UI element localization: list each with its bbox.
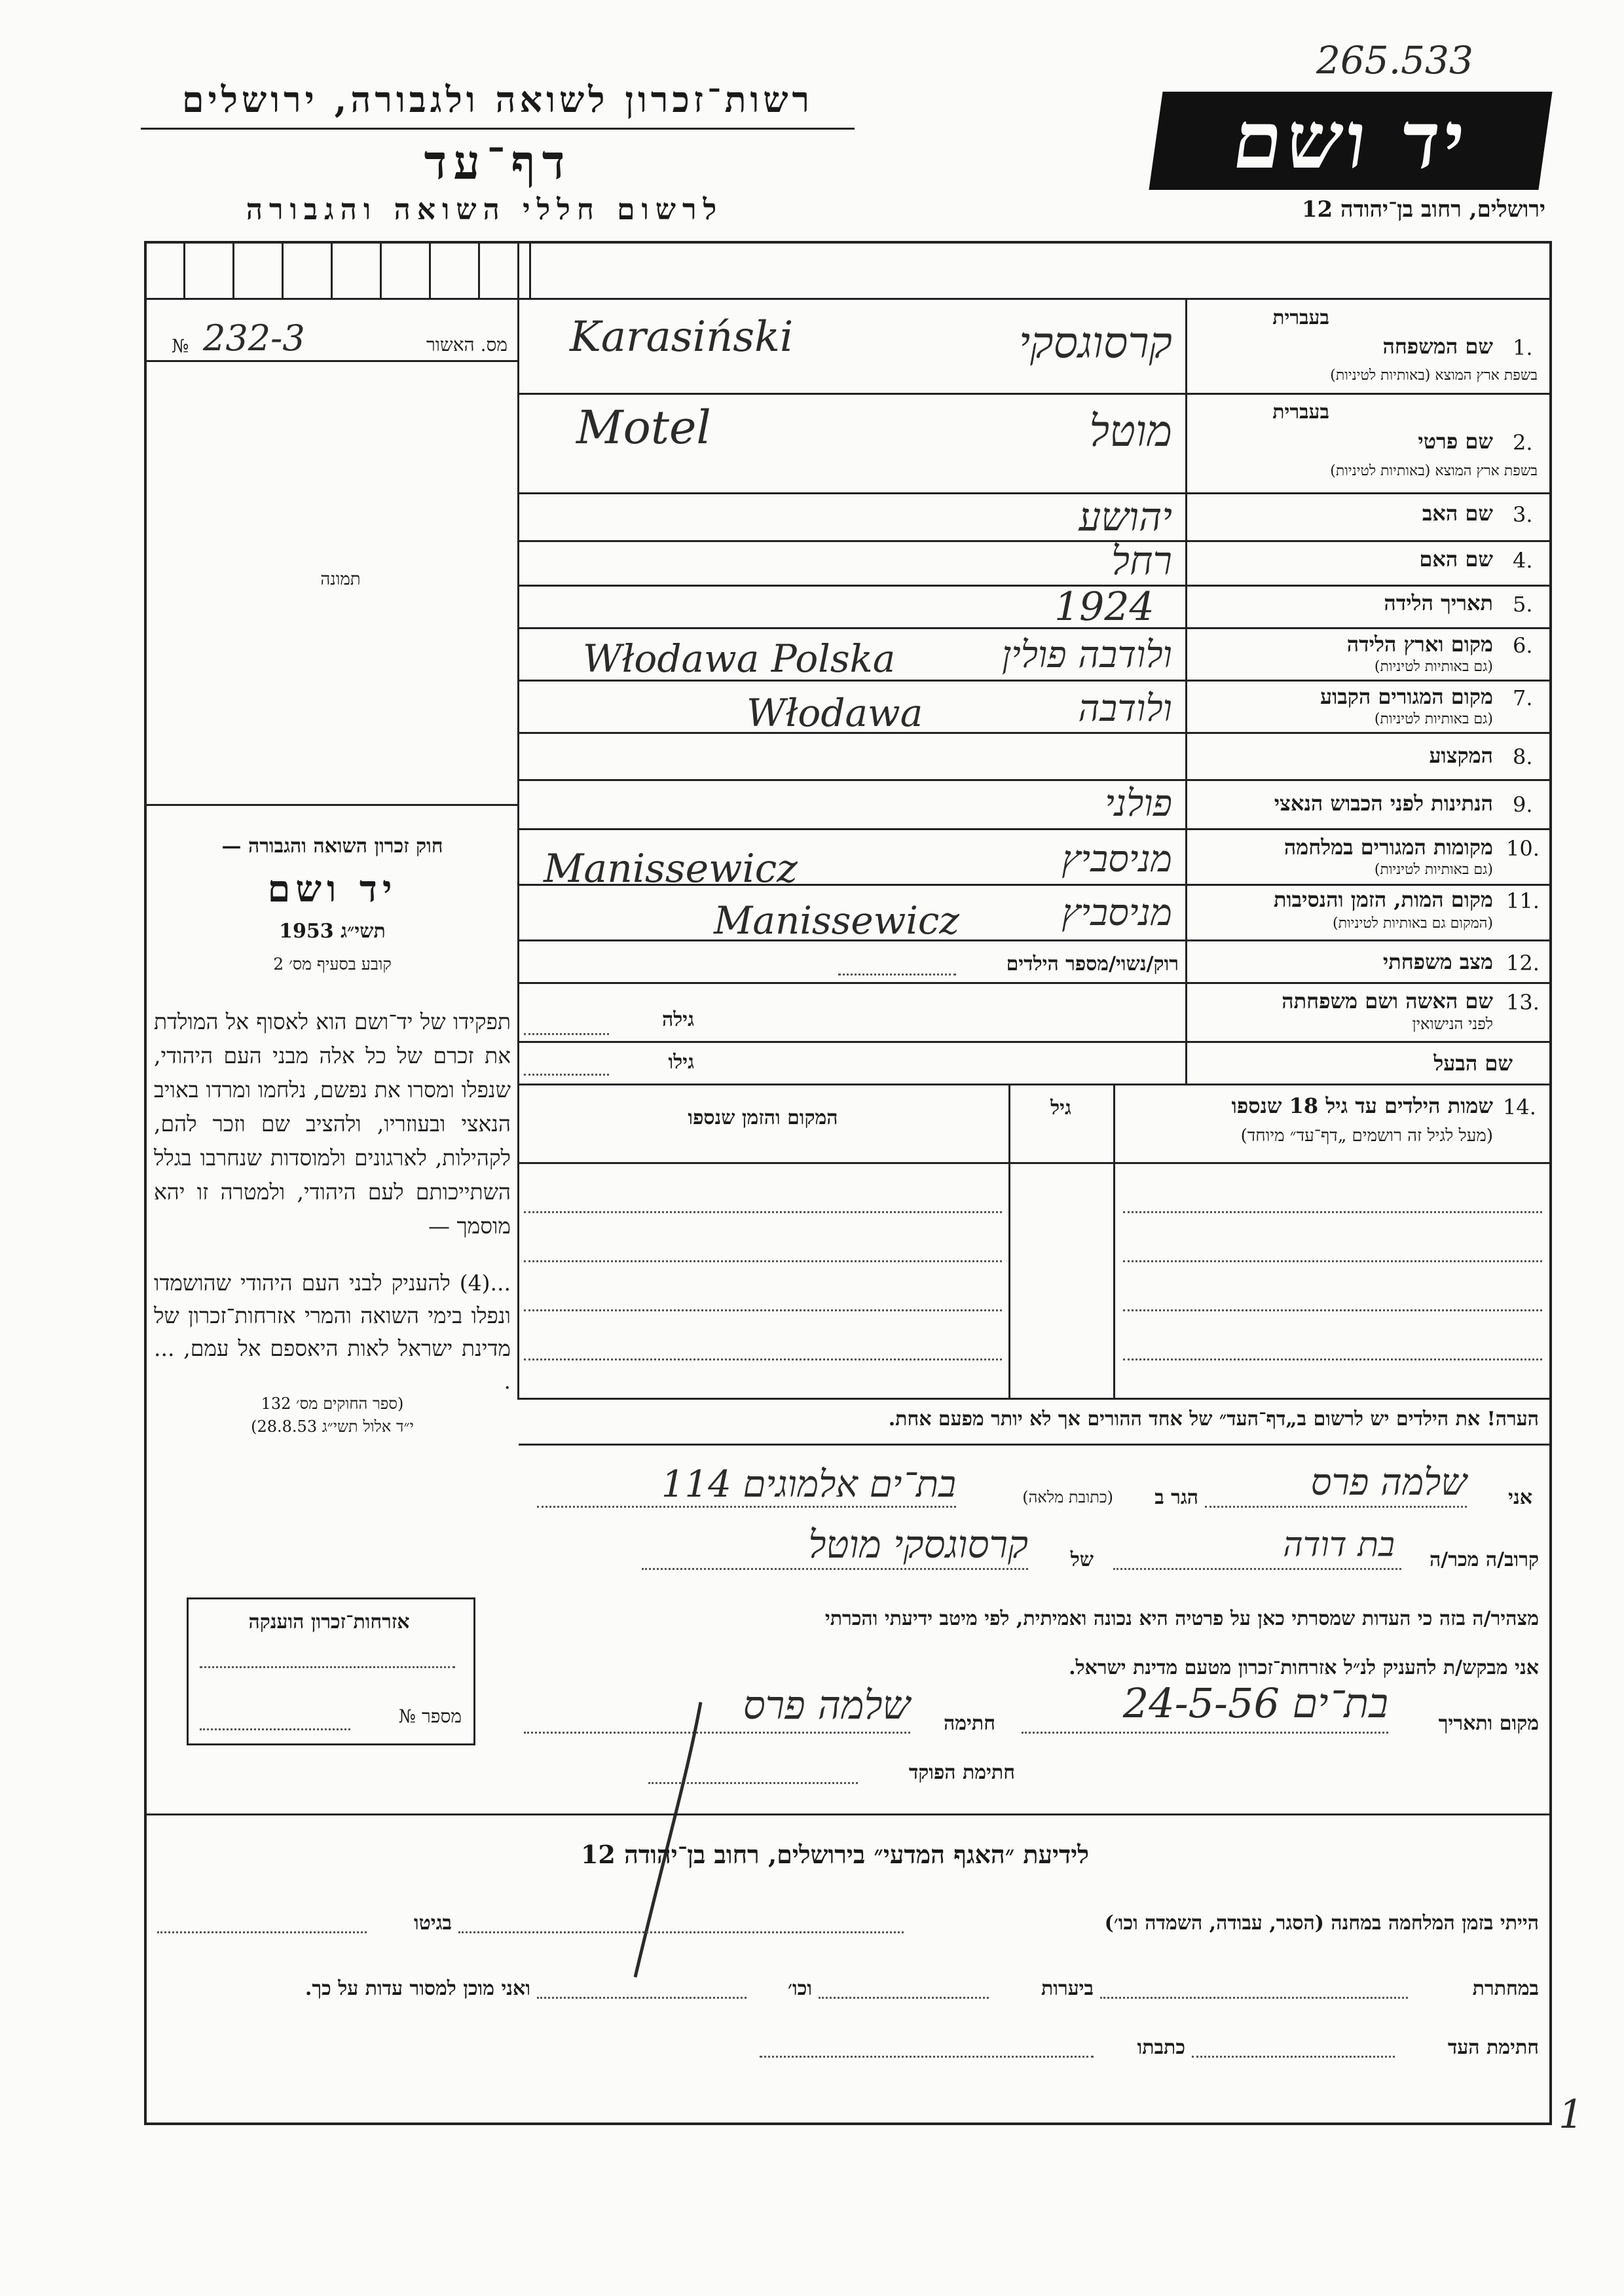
form-subtitle: לרשום חללי השואה והגבורה <box>246 193 724 227</box>
grid-cell <box>183 241 185 300</box>
dept-line3b: כתבתו <box>1137 2036 1185 2059</box>
field-4-value: רחל <box>1111 538 1172 584</box>
field-7-latin-note: (גם באותיות לטיניות) <box>1374 711 1493 727</box>
citizenship-number-label: מספר № <box>398 1705 462 1727</box>
field-12-hint: רוק/נשוי/מספר הילדים <box>1006 953 1179 975</box>
decl-of-label: של <box>1070 1548 1094 1571</box>
top-strip-line <box>144 298 1549 300</box>
children-bottom-line <box>519 1398 1549 1400</box>
hebrew-label-1: בעברית <box>1272 306 1329 329</box>
law-date: י״ד אלול תשי״ג 28.8.53) <box>251 1417 414 1436</box>
cert-label: מס. האשור <box>426 334 507 355</box>
field-13-label: שם האשה ושם משפחתה <box>1282 989 1493 1013</box>
husband-age-label: גילו <box>668 1051 694 1074</box>
citizenship-line <box>200 1666 455 1668</box>
cert-number: 232-3 <box>203 318 305 359</box>
value-line <box>519 1084 1549 1085</box>
dept-address-dots <box>760 2056 1094 2058</box>
decl-of-value: קרסוגסקי מוטל <box>808 1522 1028 1567</box>
decl-date-dots <box>1022 1732 1388 1734</box>
remark-line <box>519 1444 1549 1446</box>
field-3-label: שם האב <box>1422 501 1493 526</box>
law-source: (ספר החוקים מס׳ 132 <box>261 1394 404 1413</box>
dept-title: לידיעת ״האגף המדעי״ בירושלים, רחוב בן־יהודה 12 <box>580 1840 1090 1869</box>
field-10-latin-note: (גם באותיות לטיניות) <box>1374 862 1493 878</box>
children-divider-age <box>1008 1085 1010 1400</box>
field-3-number: 3. <box>1513 502 1533 527</box>
field-2-label: שם פרטי <box>1418 429 1493 454</box>
row-line <box>1185 540 1549 542</box>
dept-line <box>144 1813 1549 1815</box>
cert-prefix: № <box>172 335 189 357</box>
children-name-row-2 <box>1123 1260 1542 1262</box>
field-7-value-hebrew: ולודבה <box>1078 687 1172 730</box>
value-line <box>519 393 1187 395</box>
law-year: תשי״ג 1953 <box>279 920 386 943</box>
decl-signature-label: חתימה <box>944 1712 995 1735</box>
wife-age-label: גילה <box>661 1008 694 1031</box>
decl-name-dots <box>1205 1506 1467 1508</box>
law-heading: חוק זכרון השואה והגבורה — <box>221 835 443 858</box>
dept-line3a: חתימת העד <box>1447 2036 1539 2059</box>
decl-of-dots <box>642 1568 1028 1570</box>
form-title: דף־עד <box>424 134 572 190</box>
field-7-value-latin: Włodawa <box>747 691 923 735</box>
wife-age-dots <box>524 1033 609 1035</box>
children-place-header: המקום והזמן שנספו <box>688 1106 838 1129</box>
field-10-label: מקומות המגורים במלחמה <box>1283 835 1493 860</box>
decl-relative-label: קרוב/ה מכר/ה <box>1430 1548 1539 1571</box>
dept-line2-dots-c <box>537 1997 747 1999</box>
origin-lang-note-2: בשפת ארץ המוצא (באותיות לטיניות) <box>1330 463 1538 479</box>
field-6-value-hebrew: ולודבה פולין <box>1001 634 1172 676</box>
field-8-label: המקצוע <box>1429 743 1493 768</box>
row-line <box>1185 982 1549 984</box>
value-line <box>519 982 1187 984</box>
decl-address-note: (כתובת מלאה) <box>1022 1488 1113 1506</box>
grid-cell <box>331 241 333 300</box>
cert-line <box>144 360 519 362</box>
field-11-place-note: (המקום גם באותיות לטיניות) <box>1333 915 1493 932</box>
decl-name-value: שלמה פרס <box>1310 1461 1467 1504</box>
field-4-number: 4. <box>1513 548 1533 573</box>
field-5-number: 5. <box>1513 592 1533 617</box>
children-note: (מעל לגיל זה רושמים „דף־עד״ מיוחד) <box>1240 1126 1493 1146</box>
photo-label: תמונה <box>320 570 361 589</box>
field-13-number: 13. <box>1506 990 1540 1015</box>
husband-label: שם הבעל <box>1433 1051 1513 1076</box>
decl-signature-dots <box>524 1732 910 1734</box>
decl-relation-value: בת דודה <box>1283 1525 1395 1565</box>
field-7-number: 7. <box>1513 685 1533 710</box>
field-9-value: פולני <box>1105 782 1172 825</box>
law-name: יד ושם <box>267 867 397 911</box>
row-line <box>1185 732 1549 734</box>
remark: הערה! את הילדים יש לרשום ב„דף־העד״ של אחד ההורים אך לא יותר מפעם אחת. <box>888 1408 1539 1430</box>
row-line <box>1185 680 1549 682</box>
field-13-sub: לפני הנישואין <box>1412 1015 1493 1033</box>
children-row-3 <box>524 1309 1002 1311</box>
children-number: 14. <box>1503 1095 1536 1120</box>
field-10-value-latin: Manissewicz <box>544 846 798 892</box>
field-11-number: 11. <box>1506 888 1540 913</box>
decl-signature-value: שלמה פרס <box>743 1683 910 1728</box>
row-line <box>1185 884 1549 886</box>
label-divider <box>1185 298 1187 1084</box>
field-6-label: מקום וארץ הלידה <box>1346 632 1493 657</box>
children-name-row-1 <box>1123 1211 1542 1213</box>
decl-place-date-label: מקום ותאריך <box>1438 1712 1539 1735</box>
children-label: שמות הילדים עד גיל 18 שנספו <box>1231 1093 1493 1118</box>
authority-name: רשות־זכרון לשואה ולגבורה, ירושלים <box>181 79 814 120</box>
field-2-value-hebrew: מוטל <box>1089 406 1172 456</box>
field-2-value-latin: Motel <box>576 401 711 454</box>
field-1-label: שם המשפחה <box>1382 334 1493 359</box>
dept-line2d: ואני מוכן למסור עדות על כך. <box>304 1977 530 2000</box>
decl-living-at: הגר ב <box>1154 1486 1198 1509</box>
dept-line2c: וכו׳ <box>788 1977 812 2000</box>
citizenship-number-line <box>200 1728 350 1730</box>
dept-line1-dots <box>458 1931 904 1933</box>
value-line <box>519 779 1187 781</box>
field-6-value-latin: Włodawa Polska <box>583 636 896 681</box>
field-9-number: 9. <box>1513 792 1533 817</box>
hebrew-label-2: בעברית <box>1272 401 1329 424</box>
field-1-value-latin: Karasiński <box>570 313 794 361</box>
field-5-value: 1924 <box>1054 584 1154 630</box>
dept-ghetto-dots <box>157 1931 367 1933</box>
row-line <box>1185 939 1549 941</box>
decl-place-date-value: בת־ים 24-5-56 <box>1122 1679 1388 1727</box>
field-10-value-hebrew: מניסביץ <box>1061 838 1172 881</box>
law-text: תפקידו של יד־ושם הוא לאסוף אל המולדת את זכרם של כל אלה מבני העם היהודי, שנפלו ומסרו את נפשם, נלחמו ומרדו באויב הנאצי ובעוזריו, ולהציב שם וזכר להם, לקהילות, לארגונים ולמוסדות שנחרבו בגלל השתייכותם לעם היהודי, ולמטרה זו יהא מוסמך — <box>154 1009 511 1239</box>
field-4-label: שם האם <box>1419 547 1493 572</box>
row-line <box>1185 393 1549 395</box>
dept-line2b: ביערות <box>1041 1977 1094 2000</box>
field-12-number: 12. <box>1506 951 1540 975</box>
field-5-label: תאריך הלידה <box>1384 591 1493 615</box>
dept-line1b: בגיטו <box>413 1912 452 1935</box>
grid-cell <box>529 241 531 300</box>
field-1-value-hebrew: קרסוגסקי <box>1018 318 1172 368</box>
field-11-value-hebrew: מניסביץ <box>1061 892 1172 934</box>
dept-line2-dots-a <box>1100 1997 1408 1999</box>
row-line <box>1185 828 1549 830</box>
field-3-value: יהושע <box>1079 494 1172 540</box>
decl-address-dots <box>537 1506 956 1508</box>
dept-line2a: במחתרת <box>1472 1977 1539 2000</box>
dept-witness-sig-dots <box>1192 2056 1395 2058</box>
citizenship-title: אזרחות־זכרון הוענקה <box>248 1611 410 1633</box>
children-row-1 <box>524 1211 1002 1213</box>
field-2-number: 2. <box>1513 430 1533 455</box>
dept-line2-dots-b <box>819 1997 989 1999</box>
field-1-number: 1. <box>1513 335 1533 360</box>
children-row-2 <box>524 1260 1002 1262</box>
children-name-row-3 <box>1123 1309 1542 1311</box>
origin-lang-note-1: בשפת ארץ המוצא (באותיות לטיניות) <box>1330 367 1538 384</box>
grid-cell <box>478 241 480 300</box>
husband-age-dots <box>524 1074 609 1076</box>
grid-cell <box>232 241 234 300</box>
grid-cell <box>282 241 284 300</box>
yad-vashem-logo: יד ושם <box>1149 92 1552 190</box>
field-7-label: מקום המגורים הקבוע <box>1320 684 1493 709</box>
field-8-number: 8. <box>1513 744 1533 769</box>
left-column-divider <box>517 241 519 1400</box>
law-text-2: ...(4) להעניק לבני העם היהודי שהושמדו ונפלו בימי השואה והמרי אזרחות־זכרון של מדינת ישראל לאות היאספם אל עמם, ... . <box>154 1270 511 1394</box>
row-line <box>1185 779 1549 781</box>
children-age-header: גיל <box>1050 1097 1071 1120</box>
row-line <box>1185 492 1549 494</box>
field-11-value-latin: Manissewicz <box>714 898 959 943</box>
decl-relation-dots <box>1113 1568 1401 1570</box>
decl-statement: מצהיר/ה בזה כי העדות שמסרתי כאן על פרטיה היא נכונה ואמיתית, לפי מיטב ידיעתי והכרתי <box>824 1607 1539 1630</box>
children-name-row-4 <box>1123 1358 1542 1360</box>
decl-address-value: בת־ים אלמוגים 114 <box>661 1463 956 1506</box>
field-10-number: 10. <box>1506 836 1540 861</box>
row-line <box>1185 585 1549 587</box>
header-underline <box>141 128 855 130</box>
decl-official-label: חתימת הפוקד <box>908 1761 1015 1784</box>
value-line <box>519 1041 1187 1043</box>
photo-box-bottom <box>144 804 519 806</box>
children-row-4 <box>524 1358 1002 1360</box>
dept-line1a: הייתי בזמן המלחמה במחנה (הסגר, עבודה, השמדה וכו׳) <box>1104 1912 1539 1935</box>
row-line <box>1185 1041 1549 1043</box>
field-11-label: מקום המות, הזמן והנסיבות <box>1273 887 1493 912</box>
decl-request: אני מבקש/ת להעניק לנ״ל אזרחות־זכרון מטעם מדינת ישראל. <box>1069 1656 1539 1679</box>
field-6-number: 6. <box>1513 633 1533 658</box>
field-12-dots <box>838 974 956 975</box>
children-divider-name <box>1113 1085 1115 1400</box>
row-line <box>1185 627 1549 629</box>
law-section: קובע בסעיף מס׳ 2 <box>273 955 392 974</box>
field-12-label: מצב משפחתי <box>1382 949 1493 974</box>
field-9-label: הנתינות לפני הכבוש הנאצי <box>1274 791 1493 816</box>
grid-cell <box>429 241 431 300</box>
yad-vashem-address: ירושלים, רחוב בן־יהודה 12 <box>1301 196 1545 223</box>
archive-number: 265.533 <box>1316 38 1473 82</box>
margin-mark: 1 <box>1559 2092 1584 2138</box>
field-6-latin-note: (גם באותיות לטיניות) <box>1374 659 1493 675</box>
children-header-line <box>519 1162 1549 1164</box>
decl-i-am: אני <box>1508 1486 1532 1509</box>
value-line <box>519 828 1187 830</box>
grid-cell <box>380 241 382 300</box>
